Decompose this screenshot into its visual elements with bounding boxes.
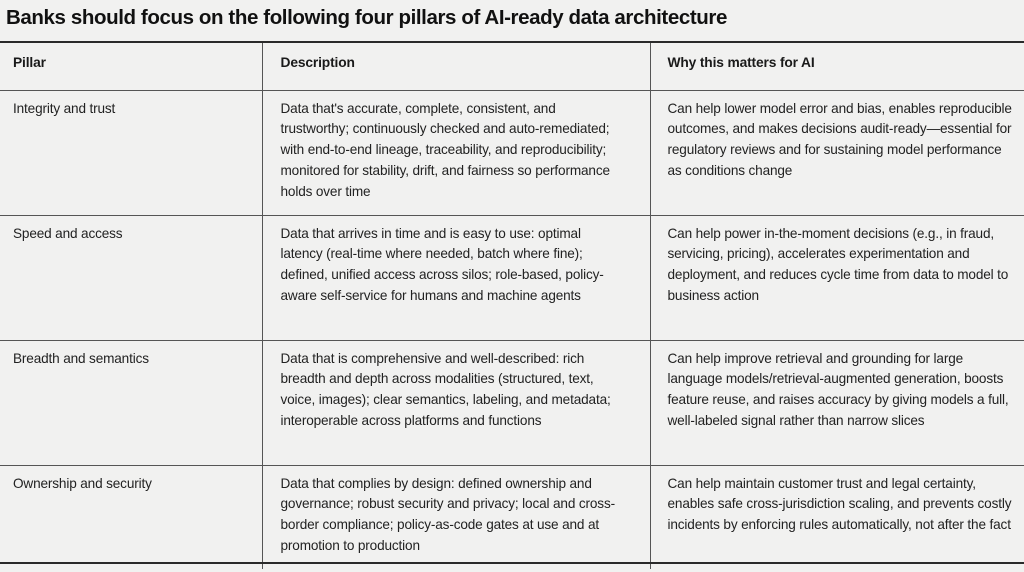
pillar-cell: Integrity and trust — [0, 90, 262, 215]
why-cell: Can help improve retrieval and grounding for large language models/retrieval-augmented generation, boosts feature reuse, and raises accuracy by giving models a full, well-labeled signal rather than narrow slices — [650, 340, 1024, 465]
why-cell: Can help maintain customer trust and legal certainty, enables safe cross-jurisdiction scaling, and prevents costly incidents by enforcing rules automatically, not after the fact — [650, 465, 1024, 569]
header-why: Why this matters for AI — [650, 43, 1024, 90]
why-cell: Can help lower model error and bias, enables reproducible outcomes, and makes decisions audit-ready—essential for regulatory reviews and for sustaining model performance as conditions change — [650, 90, 1024, 215]
page-title: Banks should focus on the following four pillars of AI-ready data architecture — [6, 6, 727, 29]
description-cell: Data that's accurate, complete, consistent, and trustworthy; continuously checked and auto-remediated; with end-to-end lineage, traceability, and reproducibility; monitored for stability, drift, and fairness so performance holds over time — [262, 90, 650, 215]
pillar-cell: Ownership and security — [13, 475, 152, 491]
description-cell: Data that arrives in time and is easy to use: optimal latency (real-time where needed, batch where fine); defined, unified access across silos; role-based, policy-aware self-service for humans and machine agents — [262, 215, 650, 340]
pillar-cell: Speed and access — [0, 215, 262, 340]
header-pillar: Pillar — [0, 43, 262, 90]
table-row — [0, 340, 1024, 465]
description-cell: Data that complies by design: defined ownership and governance; robust security and privacy; local and cross-border compliance; policy-as-code gates at use and at promotion to production — [262, 465, 650, 569]
table-header-row — [0, 43, 1024, 90]
table-row — [0, 215, 1024, 340]
pillars-table — [0, 43, 1024, 569]
pillar-cell: Breadth and semantics — [0, 340, 262, 465]
description-cell: Data that is comprehensive and well-described: rich breadth and depth across modalities (structured, text, voice, images); clear semantics, labeling, and metadata; interoperable across platforms and functions — [262, 340, 650, 465]
why-cell: Can help power in-the-moment decisions (e.g., in fraud, servicing, pricing), accelerates experimentation and deployment, and reduces cycle time from data to model to business action — [650, 215, 1024, 340]
table-row — [0, 465, 1024, 569]
table-row — [0, 90, 1024, 215]
bottom-rule — [0, 562, 1024, 564]
header-description: Description — [262, 43, 650, 90]
